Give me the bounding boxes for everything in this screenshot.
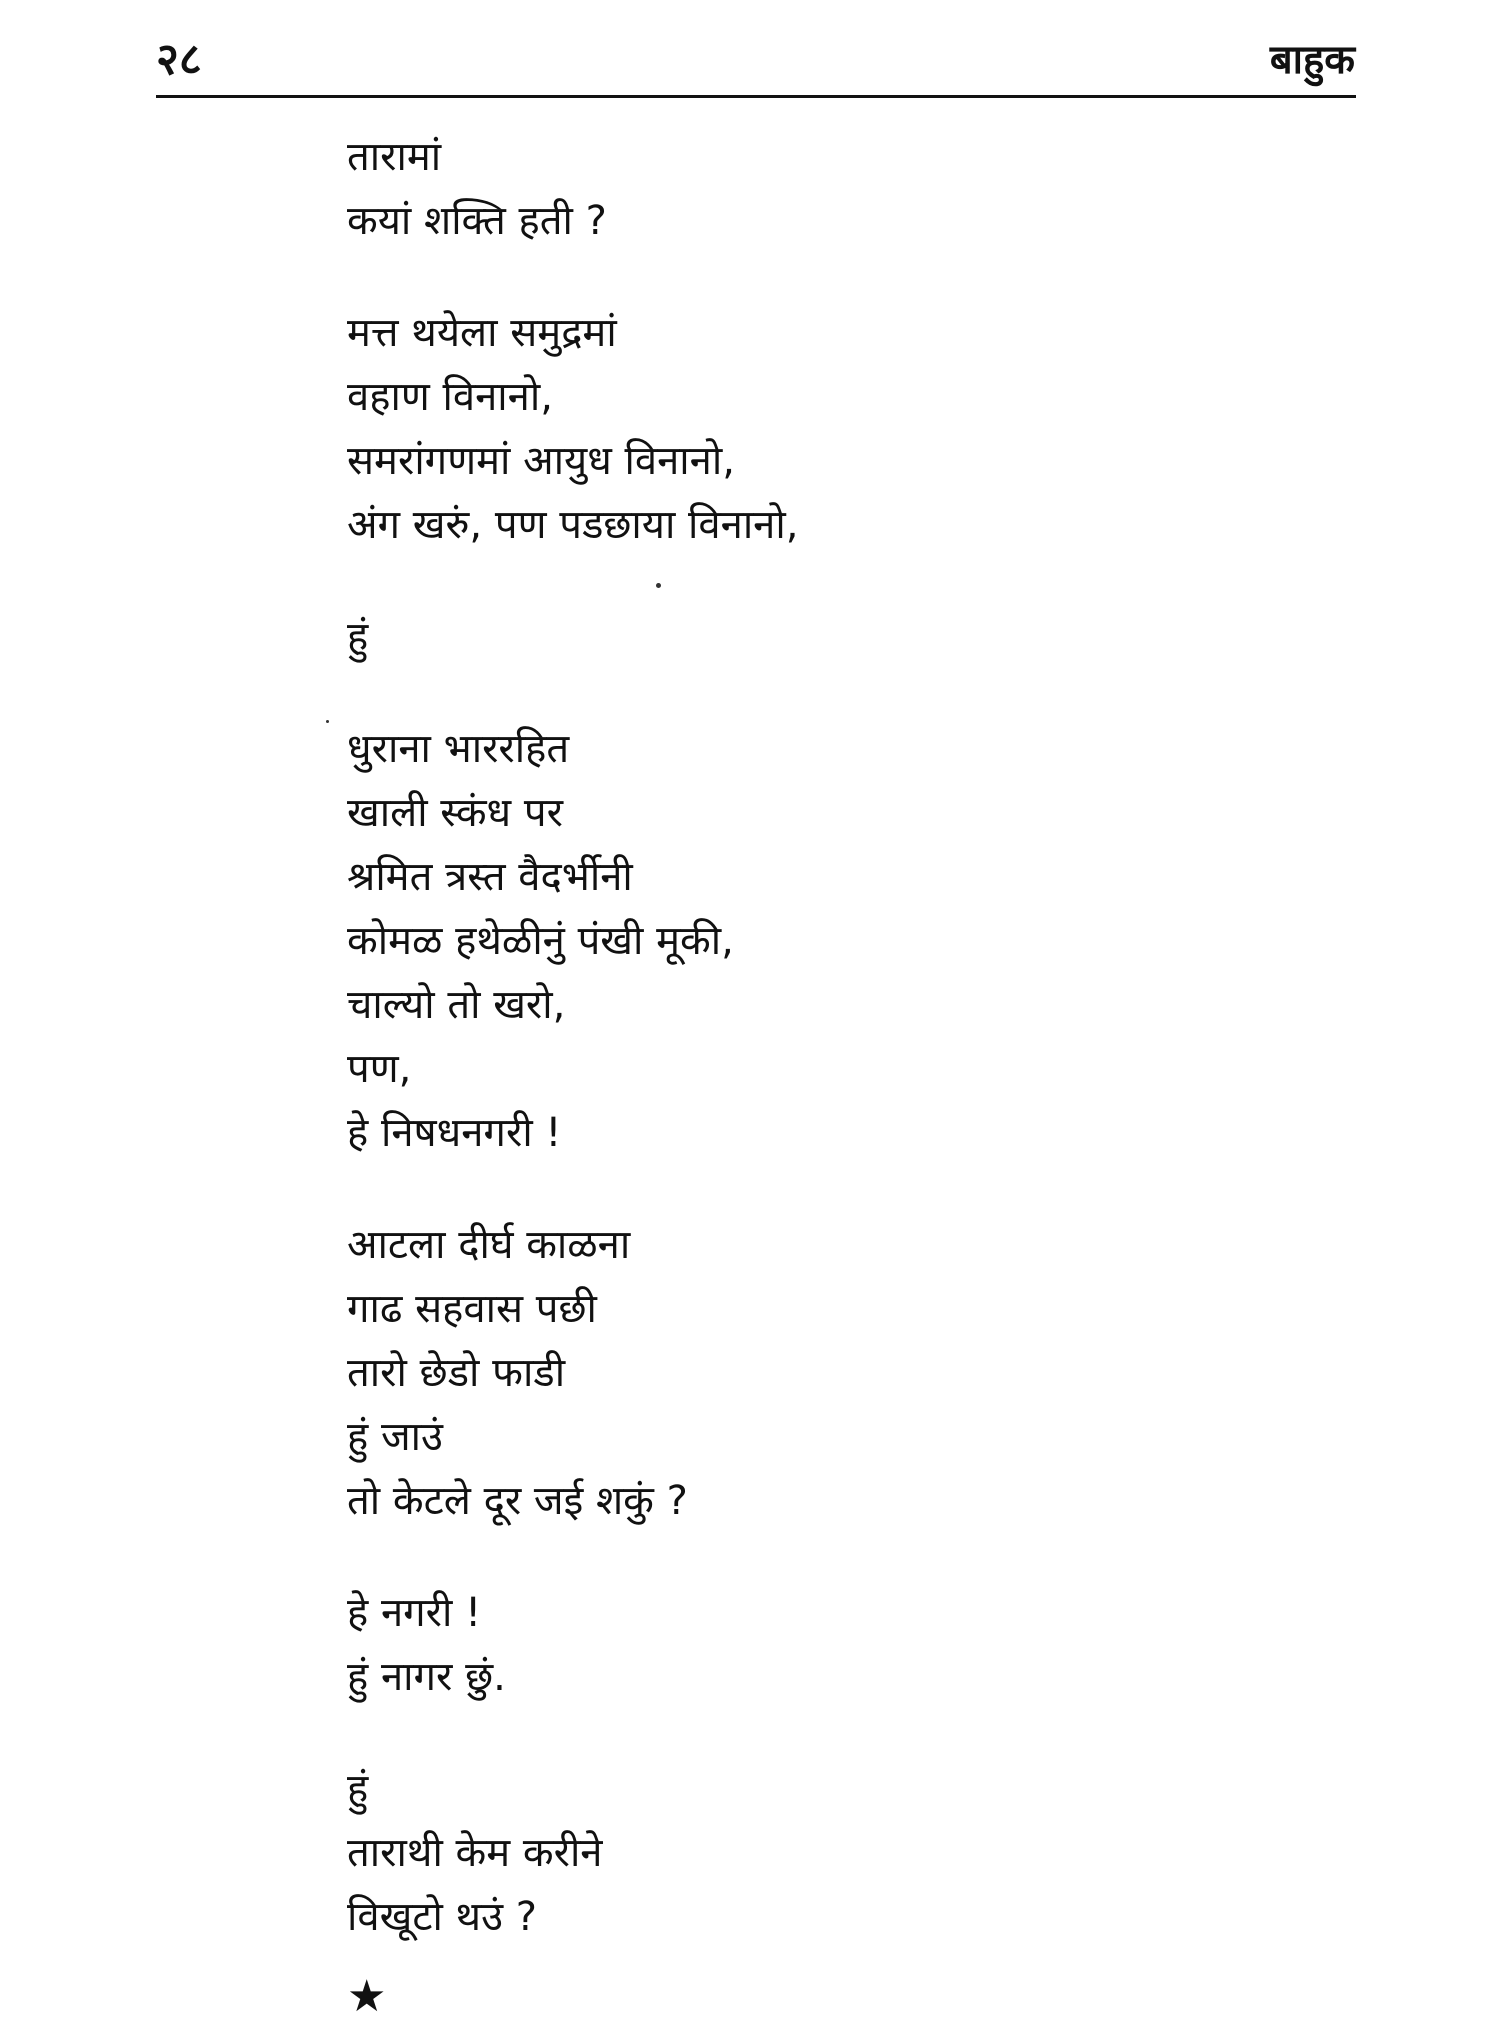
- poem: [347, 125, 1347, 2027]
- stanza-2: [347, 301, 1347, 557]
- poem-line: तो केटले दूर जई शकुं ?: [347, 1478, 688, 1524]
- poem-line: समरांगणमां आयुध विनानो,: [347, 438, 735, 484]
- star-icon: ★: [347, 1971, 387, 2022]
- poem-line: विखूटो थउं ?: [347, 1894, 537, 1940]
- header-rule: [156, 95, 1356, 98]
- poem-line: हुं नागर छुं.: [347, 1654, 506, 1700]
- poem-line: पण,: [347, 1046, 412, 1092]
- poem-line: तारो छेडो फाडी: [347, 1350, 566, 1396]
- poem-line: हुं जाउं: [347, 1414, 443, 1460]
- stanza-7: [347, 1757, 1347, 1949]
- poem-line: हे नगरी !: [347, 1590, 482, 1636]
- stanza-6: [347, 1581, 1347, 1709]
- poem-line: कयां शक्ति हती ?: [347, 198, 607, 244]
- page-number: २८: [156, 34, 202, 85]
- stanza-3: [347, 605, 1347, 669]
- print-speck: [656, 583, 661, 588]
- poem-line: वहाण विनानो,: [347, 374, 553, 420]
- poem-line: गाढ सहवास पछी: [347, 1286, 597, 1332]
- poem-line: हुं: [347, 614, 369, 660]
- poem-line: चाल्यो तो खरो,: [347, 982, 566, 1028]
- print-speck: [326, 720, 329, 723]
- poem-line: श्रमित त्रस्त वैदर्भीनी: [347, 854, 633, 900]
- running-title: बाहुक: [1269, 37, 1355, 83]
- stanza-5: [347, 1213, 1347, 1533]
- poem-line: खाली स्कंध पर: [347, 790, 563, 836]
- poem-line: हे निषधनगरी !: [347, 1110, 562, 1156]
- stanza-1: [347, 125, 1347, 253]
- poem-line: कोमळ हथेळीनुं पंखी मूकी,: [347, 918, 734, 964]
- poem-line: ताराथी केम करीने: [347, 1830, 603, 1876]
- poem-line: तारामां: [347, 134, 442, 180]
- poem-line: मत्त थयेला समुद्रमां: [347, 310, 617, 356]
- poem-line: आटला दीर्घ काळना: [347, 1222, 631, 1268]
- poem-line: हुं: [347, 1766, 369, 1812]
- stanza-4: [347, 717, 1347, 1165]
- poem-line: अंग खरुं, पण पडछाया विनानो,: [347, 502, 799, 548]
- poem-line: धुराना भाररहित: [347, 726, 570, 772]
